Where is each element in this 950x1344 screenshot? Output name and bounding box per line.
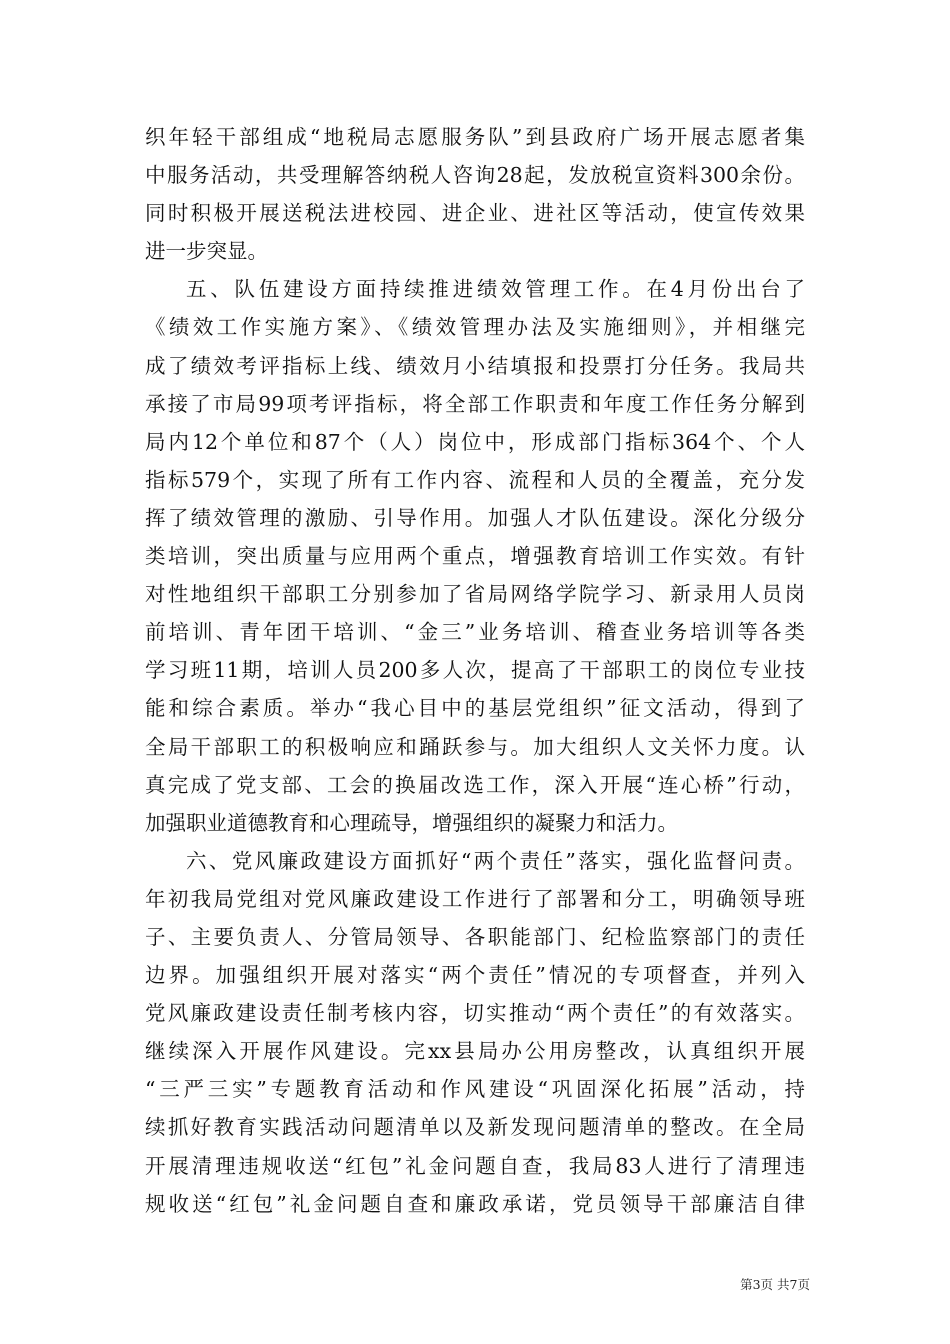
- text-line: 开展清理违规收送“红包”礼金问题自查，我局83人进行了清理违: [145, 1153, 805, 1178]
- text-line: 指标579个，实现了所有工作内容、流程和人员的全覆盖，充分发: [145, 467, 805, 492]
- text-line: 规收送“红包”礼金问题自查和廉政承诺，党员领导干部廉洁自律: [145, 1191, 805, 1216]
- text-line: 《绩效工作实施方案》、《绩效管理办法及实施细则》，并相继完: [145, 315, 805, 340]
- text-line: 六、党风廉政建设方面抓好“两个责任”落实，强化监督问责。: [186, 848, 805, 873]
- text-line: 局内12个单位和87个（人）岗位中，形成部门指标364个、个人: [145, 429, 805, 454]
- text-line: 类培训，突出质量与应用两个重点，增强教育培训工作实效。有针: [145, 544, 805, 569]
- text-line: 边界。加强组织开展对落实“两个责任”情况的专项督查，并列入: [145, 963, 805, 988]
- text-line: 五、队伍建设方面持续推进绩效管理工作。在4月份出台了: [186, 277, 805, 302]
- text-line: 党风廉政建设责任制考核内容，切实推动“两个责任”的有效落实。: [145, 1001, 805, 1026]
- document-body: [145, 118, 805, 1223]
- text-line: 年初我局党组对党风廉政建设工作进行了部署和分工，明确领导班: [145, 886, 805, 911]
- text-line: 续抓好教育实践活动问题清单以及新发现问题清单的整改。在全局: [145, 1115, 805, 1140]
- text-line: 中服务活动，共受理解答纳税人咨询28起，发放税宣资料300余份。: [145, 163, 805, 188]
- text-line: 挥了绩效管理的激励、引导作用。加强人才队伍建设。深化分级分: [145, 505, 805, 530]
- text-line: “三严三实”专题教育活动和作风建设“巩固深化拓展”活动，持: [145, 1077, 805, 1102]
- text-line: 对性地组织干部职工分别参加了省局网络学院学习、新录用人员岗: [145, 582, 805, 607]
- page-footer: [700, 1277, 810, 1293]
- text-line: 能和综合素质。举办“我心目中的基层党组织”征文活动，得到了: [145, 696, 805, 721]
- text-line: 前培训、青年团干培训、“金三”业务培训、稽查业务培训等各类: [145, 620, 805, 645]
- text-line: 成了绩效考评指标上线、绩效月小结填报和投票打分任务。我局共: [145, 353, 805, 378]
- text-line: 子、主要负责人、分管局领导、各职能部门、纪检监察部门的责任: [145, 924, 805, 949]
- page-number: 第3页 共7页: [740, 1277, 810, 1292]
- text-line: 真完成了党支部、工会的换届改选工作，深入开展“连心桥”行动，: [145, 772, 805, 797]
- text-line: 同时积极开展送税法进校园、进企业、进社区等活动，使宣传效果: [145, 201, 805, 226]
- text-line: 加强职业道德教育和心理疏导，增强组织的凝聚力和活力。: [145, 810, 678, 835]
- text-line: 学习班11期，培训人员200多人次，提高了干部职工的岗位专业技: [145, 658, 805, 683]
- text-line: 承接了市局99项考评指标，将全部工作职责和年度工作任务分解到: [145, 391, 805, 416]
- text-line: 织年轻干部组成“地税局志愿服务队”到县政府广场开展志愿者集: [145, 125, 805, 149]
- text-line: 进一步突显。: [145, 239, 268, 264]
- text-line: 继续深入开展作风建设。完xx县局办公用房整改，认真组织开展: [145, 1039, 805, 1064]
- text-line: 全局干部职工的积极响应和踊跃参与。加大组织人文关怀力度。认: [145, 734, 805, 759]
